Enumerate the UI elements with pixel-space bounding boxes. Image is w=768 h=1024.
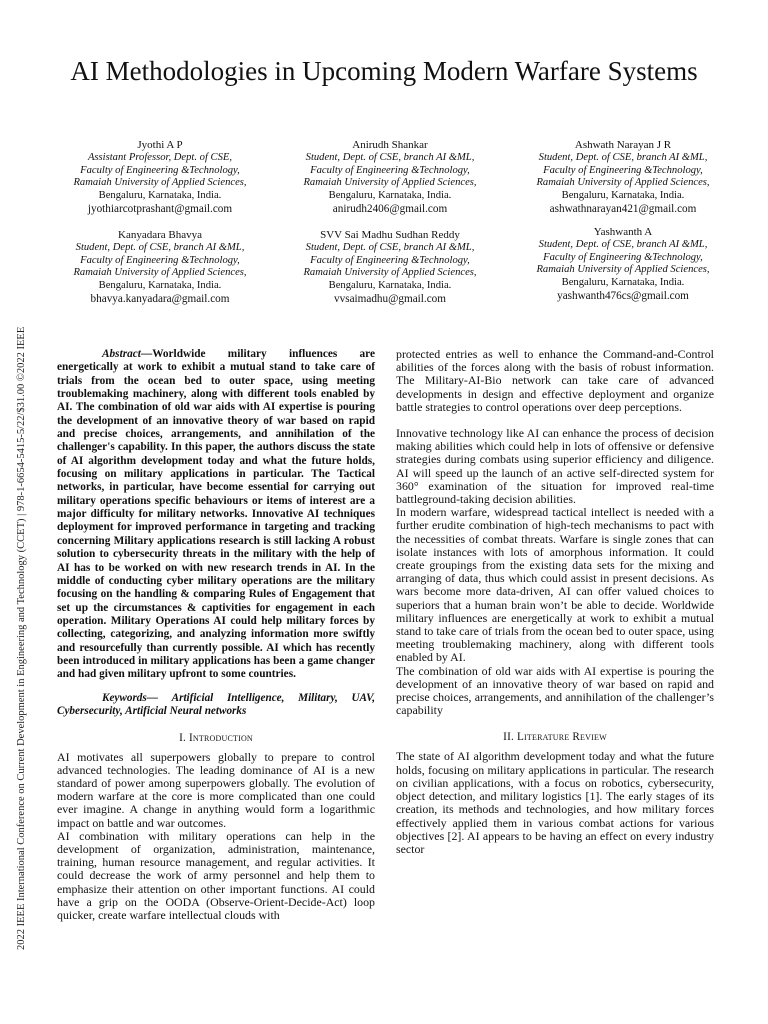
author-name: Kanyadara Bhavya xyxy=(118,229,202,241)
left-column xyxy=(57,348,375,922)
author-email: anirudh2406@gmail.com xyxy=(332,202,448,215)
author-affiliation: Ramaiah University of Applied Sciences, xyxy=(73,267,247,279)
paragraph: Innovative technology like AI can enhance the process of decision making abilities which could help in lots of offensive or defensive strategies during combats using superior efficiency and diligence. AI will speed up the launch of an active self-directed system for 360° examination of the situation for improved real-time battleground-taking decision abilities. xyxy=(396,426,714,507)
abstract xyxy=(57,348,375,682)
author-name: Jyothi A P xyxy=(137,139,183,151)
author-affiliation: Ramaiah University of Applied Sciences, xyxy=(303,177,477,189)
author-affiliation: Ramaiah University of Applied Sciences, xyxy=(303,267,477,279)
author-affiliation: Faculty of Engineering &Technology, xyxy=(543,251,703,263)
author-affiliation: Assistant Professor, Dept. of CSE, xyxy=(87,151,233,163)
keywords xyxy=(57,692,375,718)
keywords-text: Artificial Intelligence, Military, UAV, Cybersecurity, Artificial Neural networks xyxy=(57,691,376,717)
author-location: Bengaluru, Karnataka, India. xyxy=(98,280,222,292)
author-affiliation: Student, Dept. of CSE, branch AI &ML, xyxy=(305,151,475,163)
author-block xyxy=(508,226,738,303)
right-column xyxy=(396,348,714,856)
author-affiliation: Ramaiah University of Applied Sciences, xyxy=(73,177,247,189)
author-location: Bengaluru, Karnataka, India. xyxy=(328,190,452,202)
paragraph: AI motivates all superpowers globally to prepare to control advanced technologies. The leading dominance of AI is a new standard of power among superpowers globally. The evolution of modern warfare at the core is more complicated than one could ever imagine. A change in anything would form a logarithmic impact on battle and war outcomes. xyxy=(57,749,375,830)
paragraph: The state of AI algorithm development today and what the future holds, focusing on military applications in particular. The research on civilian applications, with a focus on robotics, cybersecurity, object detection, and military logistics [1]. The early stages of its creation, its methods and technologies, and how military forces effectively applied them in various combat actions for various objectives [2]. AI appears to be having an effect on every industry sector xyxy=(396,749,714,856)
author-affiliation: Faculty of Engineering &Technology, xyxy=(310,164,470,176)
author-affiliation: Faculty of Engineering &Technology, xyxy=(310,254,470,266)
abstract-text: —Worldwide military influences are energetically at work to exhibit a mutual stand to take care of trials from the ocean bed to outer space, using meeting troublemaking machinery, along with different tools enabled by AI. The combination of old war aids with AI expertise is pouring the development of an innovative theory of war based on rapid and precise choices, arrangements, and annihilation of the challenger's capability. In this paper, the authors discuss the state of AI algorithm development today and what the future holds, focusing on military applications in particular. The Tactical networks, in particular, have become essential for carrying out military operations specific behaviours or items of interest are a major difficulty for military networks. Innovative AI techniques deployment for improved performance in targeting and tracking concerning Military applications research is still lacking A robust solution to cybersecurity threats in the military with the help of AI has to be worked on with new research trends in AI. In the middle of conducting cyber military operations are the military focusing on the handling & comparing Rules of Engagement that set up the circumstances & captivities for engagement in each operation. Military Operations AI could help military forces by collecting, categorizing, and analyzing information more swiftly and resourcefully than currently possible. AI which has recently been introduced in military applications has been a game changer and had given military upfront to some countries. xyxy=(57,348,375,681)
author-name: Anirudh Shankar xyxy=(352,139,428,151)
author-affiliation: Ramaiah University of Applied Sciences, xyxy=(536,177,710,189)
author-affiliation: Student, Dept. of CSE, branch AI &ML, xyxy=(75,241,245,253)
author-block xyxy=(508,139,738,216)
author-name: Ashwath Narayan J R xyxy=(574,139,672,151)
author-email: bhavya.kanyadara@gmail.com xyxy=(90,292,230,305)
author-email: ashwathnarayan421@gmail.com xyxy=(549,202,697,215)
abstract-label: Abstract xyxy=(102,348,141,360)
author-affiliation: Student, Dept. of CSE, branch AI &ML, xyxy=(538,151,708,163)
author-block xyxy=(275,139,505,216)
author-block xyxy=(45,139,275,216)
author-name: Yashwanth A xyxy=(593,226,653,238)
author-email: vvsaimadhu@gmail.com xyxy=(334,292,446,305)
author-name: SVV Sai Madhu Sudhan Reddy xyxy=(320,229,460,241)
author-affiliation: Student, Dept. of CSE, branch AI &ML, xyxy=(538,238,708,250)
section-heading-literature-review: II. Literature Review xyxy=(503,731,607,744)
author-affiliation: Faculty of Engineering &Technology, xyxy=(80,254,240,266)
paragraph: protected entries as well to enhance the Command-and-Control abilities of the forces along with the basis of robust information. The Military-AI-Bio network can take care of advanced developments in design and effective deployment and organize battle strategies to control operations over deep perceptions. xyxy=(396,347,714,414)
paragraph: In modern warfare, widespread tactical intellect is needed with a further erudite combination of high-tech mechanisms to pact with the necessities of combat threats. Warfare is single zones that can isolate instances with lots of amorphous information. It could create groupings from the existing data sets for the mixing and arranging of data, thus which could assist in present decisions. As wars become more data-driven, AI can offer valued choices to superiors that a human brain won’t be able to decide. Worldwide military influences are energetically at work to exhibit a mutual stand to take care of trials from the ocean bed to outer space, using meeting troublemaking machinery, along with different tools enabled by AI. xyxy=(396,505,714,665)
author-location: Bengaluru, Karnataka, India. xyxy=(561,190,685,202)
author-affiliation: Ramaiah University of Applied Sciences, xyxy=(536,264,710,276)
keywords-label: Keywords— xyxy=(102,691,158,704)
section-heading-introduction: I. Introduction xyxy=(179,731,253,744)
author-email: yashwanth476cs@gmail.com xyxy=(557,289,689,302)
author-location: Bengaluru, Karnataka, India. xyxy=(98,190,222,202)
author-affiliation: Faculty of Engineering &Technology, xyxy=(543,164,703,176)
author-location: Bengaluru, Karnataka, India. xyxy=(561,277,685,289)
paper-title: AI Methodologies in Upcoming Modern Warfare Systems xyxy=(70,56,698,86)
author-block xyxy=(275,229,505,306)
author-affiliation: Student, Dept. of CSE, branch AI &ML, xyxy=(305,241,475,253)
paragraph: The combination of old war aids with AI expertise is pouring the development of an innovative theory of war based on rapid and precise choices, arrangements, and annihilation of the challenger’s capability xyxy=(396,663,714,718)
paragraph: AI combination with military operations can help in the development of organization, administration, maintenance, training, human resource management, and regular activities. It could decrease the work of army personnel and help them to emphasize their attention on other important functions. AI could have a grip on the OODA (Observe-Orient-Decide-Act) loop quicker, create warfare intellectual clouds with xyxy=(57,828,375,923)
author-affiliation: Faculty of Engineering &Technology, xyxy=(80,164,240,176)
author-email: jyothiarcotprashant@gmail.com xyxy=(87,202,233,215)
author-block xyxy=(45,229,275,306)
author-location: Bengaluru, Karnataka, India. xyxy=(328,280,452,292)
conference-side-label: 2022 IEEE International Conference on Current Development in Engineering and Technology (CCET) | 978-1-6654-5415-5/22/$31.00 ©2022 IEEE xyxy=(16,326,27,950)
